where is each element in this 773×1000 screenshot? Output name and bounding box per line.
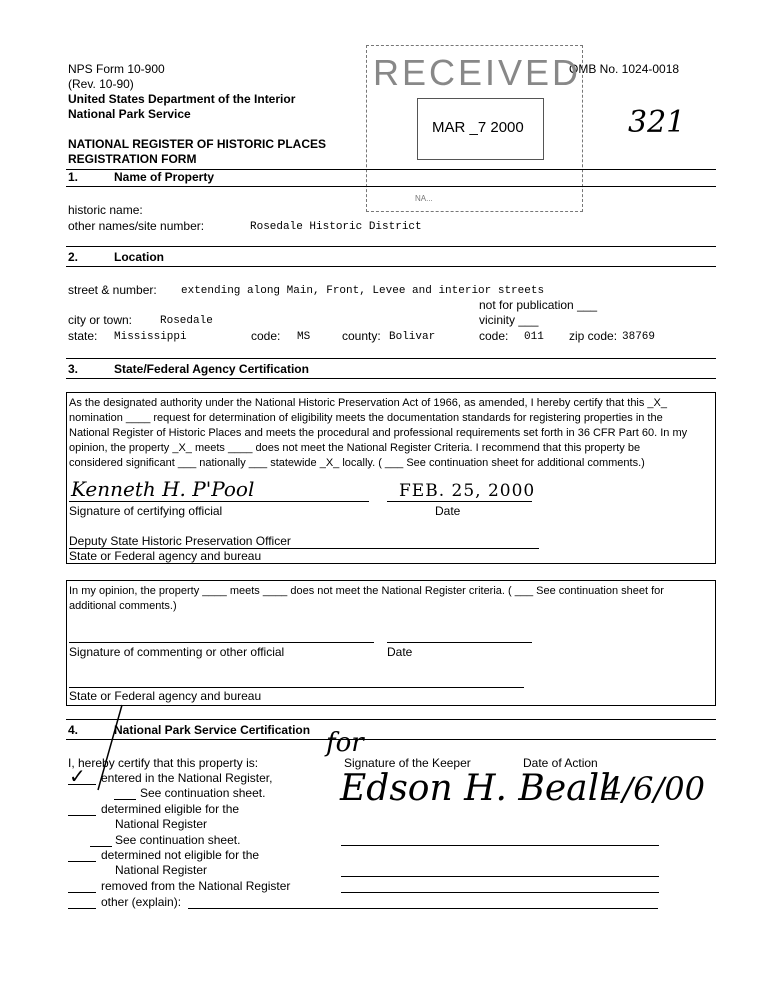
state-label: state: (68, 329, 98, 343)
certifying-signature: Kenneth H. P'Pool (71, 477, 255, 501)
section2-number: 2. (68, 250, 79, 264)
state-code-value: MS (297, 331, 311, 343)
option-blank (68, 908, 96, 909)
section4-number: 4. (68, 723, 79, 737)
option-removed: removed from the National Register (101, 879, 291, 893)
certifying-signature-label: Signature of certifying official (69, 504, 223, 518)
other-explain-line (188, 908, 658, 909)
cert-line: As the designated authority under the National Historic Preservation Act of 1966, as amended, I hereby certify that this _X_ (69, 397, 668, 409)
option-continuation: See continuation sheet. (115, 833, 241, 847)
keeper-line (341, 845, 659, 846)
historic-name-label: historic name: (68, 203, 143, 217)
date-line (387, 642, 532, 643)
cert-line: National Register of Historic Places and meets the procedural and professional requirements set forth in 36 CFR Part 60. In my (69, 427, 688, 439)
other-names-value: Rosedale Historic District (250, 221, 422, 233)
handwritten-number: 321 (628, 105, 686, 140)
option-eligible-cont: National Register (115, 817, 208, 831)
section-rule (66, 358, 716, 359)
section1-title: Name of Property (114, 170, 215, 184)
certification-box (66, 392, 716, 564)
cert-line: nomination ____ request for determination of eligibility meets the documentation standards for registering properties in the (69, 412, 663, 424)
section3-number: 3. (68, 362, 79, 376)
received-stamp-small: NA... (415, 194, 433, 203)
street-value: extending along Main, Front, Levee and interior streets (181, 285, 545, 297)
option-other: other (explain): (101, 895, 182, 909)
signature-line (69, 501, 369, 502)
section4-title: National Park Service Certification (114, 723, 311, 737)
commenting-signature-label: Signature of commenting or other official (69, 645, 285, 659)
option-eligible: determined eligible for the (101, 802, 240, 816)
city-value: Rosedale (160, 315, 213, 327)
county-label: county: (342, 329, 381, 343)
section1-number: 1. (68, 170, 79, 184)
county-code-value: 011 (524, 331, 544, 343)
section-rule (66, 266, 716, 267)
option-blank (90, 846, 112, 847)
zip-label: zip code: (569, 329, 618, 343)
option-blank (68, 892, 96, 893)
official-title: Deputy State Historic Preservation Officer (69, 534, 291, 548)
agency-line (69, 687, 524, 688)
section-rule (66, 186, 716, 187)
received-stamp-word: RECEIVED (373, 52, 582, 93)
omb-number: OMB No. 1024-0018 (569, 62, 680, 76)
vicinity: vicinity ___ (479, 313, 539, 327)
cert-line: considered significant ___ nationally ___ statewide _X_ locally. ( ___ See continuation sheet for additional comments.) (69, 457, 645, 469)
section2-title: Location (114, 250, 164, 264)
state-value: Mississippi (114, 331, 187, 343)
commenting-agency-label: State or Federal agency and bureau (69, 689, 262, 703)
keeper-signature-handwritten: Edson H. Beall (340, 768, 611, 809)
section-rule (66, 378, 716, 379)
cert-line: opinion, the property _X_ meets ____ does not meet the National Register Criteria. I recommend that this property be (69, 442, 641, 454)
certifying-date-label: Date (435, 504, 461, 518)
county-code-label: code: (479, 329, 509, 343)
not-for-publication: not for publication ___ (479, 298, 598, 312)
certifying-agency-label: State or Federal agency and bureau (69, 549, 262, 563)
section-rule (66, 246, 716, 247)
date-of-action-handwritten: 4/6/00 (602, 770, 705, 808)
department-name: United States Department of the Interior (68, 92, 296, 106)
state-code-label: code: (251, 329, 281, 343)
option-not-eligible-cont: National Register (115, 863, 208, 877)
section-rule (66, 719, 716, 720)
option-blank (68, 815, 96, 816)
nps-intro: I, hereby certify that this property is: (68, 756, 259, 770)
city-label: city or town: (68, 313, 133, 327)
keeper-line (341, 876, 659, 877)
commenting-date-label: Date (387, 645, 413, 659)
section3-title: State/Federal Agency Certification (114, 362, 309, 376)
certifying-date-handwritten: FEB. 25, 2000 (399, 481, 536, 501)
checkmark-icon: ✓ (69, 766, 86, 788)
form-revision: (Rev. 10-90) (68, 77, 134, 91)
option-blank (68, 861, 96, 862)
date-line (387, 501, 532, 502)
option-blank (114, 799, 136, 800)
form-subtitle: REGISTRATION FORM (68, 152, 197, 166)
keeper-line (341, 892, 659, 893)
option-not-eligible: determined not eligible for the (101, 848, 260, 862)
received-stamp-date-box (417, 98, 544, 160)
county-value: Bolivar (389, 331, 436, 343)
keeper-for-handwritten: for (326, 728, 364, 758)
other-names-label: other names/site number: (68, 219, 205, 233)
form-number: NPS Form 10-900 (68, 62, 165, 76)
zip-value: 38769 (622, 331, 656, 343)
option-continuation: See continuation sheet. (140, 786, 266, 800)
form-title: NATIONAL REGISTER OF HISTORIC PLACES (68, 137, 327, 151)
received-stamp-date: MAR _7 2000 (432, 119, 524, 136)
service-name: National Park Service (68, 107, 191, 121)
keeper-signature-label: Signature of the Keeper (344, 756, 471, 770)
opinion-line: In my opinion, the property ____ meets ____ does not meet the National Register criteria. ( ___ See continuation sheet for (69, 585, 664, 597)
street-label: street & number: (68, 283, 157, 297)
signature-line (69, 642, 374, 643)
section-rule (66, 739, 716, 740)
date-of-action-label: Date of Action (523, 756, 598, 770)
commenting-official-box (66, 580, 716, 706)
option-entered: entered in the National Register, (101, 771, 273, 785)
opinion-line: additional comments.) (69, 600, 177, 612)
